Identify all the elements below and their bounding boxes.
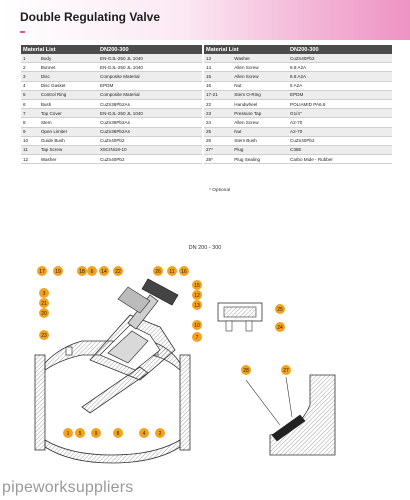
callout-label: 23 [41, 332, 47, 339]
callout-label: 20 [41, 310, 47, 317]
callout-label: 21 [41, 300, 47, 307]
part-name: Disc Gasket [39, 81, 98, 90]
part-material: C35E [288, 145, 392, 154]
part-material: Carbo Mide - Rubber [288, 155, 392, 164]
table-row [204, 90, 392, 99]
table-row [204, 145, 392, 154]
callout-marker [39, 288, 49, 298]
part-name: Nut [232, 127, 288, 136]
table-row [21, 118, 202, 127]
callout-label: 19 [55, 268, 61, 275]
part-material: EN-GJL-250 JL 1040 [98, 109, 202, 118]
table-header-size: DN200-300 [98, 45, 202, 54]
part-name: Handwheel [232, 99, 288, 108]
part-material: CuZn40Pb2 [98, 136, 202, 145]
callout-marker [167, 266, 177, 276]
part-name: Allen Screw [232, 72, 288, 81]
part-number: 8 [21, 118, 39, 127]
part-material: CuZn40Pb2 [288, 54, 392, 63]
optional-note: * Optional [209, 188, 231, 193]
table-row [21, 155, 202, 164]
callout-marker [192, 280, 202, 290]
callout-marker [192, 332, 202, 342]
part-material: EPDM [98, 81, 202, 90]
part-name: Control Ring [39, 90, 98, 99]
callout-label: 4 [142, 430, 146, 437]
table-row [21, 81, 202, 90]
part-material: G1/4" [288, 109, 392, 118]
part-number: 9 [21, 127, 39, 136]
part-name: Open Limiter [39, 127, 98, 136]
callout-label: 8 [116, 430, 120, 437]
page-title: Double Regulating Valve [20, 10, 161, 24]
callout-label: 13 [194, 302, 200, 309]
callout-label: 26 [155, 268, 161, 275]
callout-marker [139, 428, 149, 438]
table-row [21, 63, 202, 72]
part-name: Stem O-Ring [232, 90, 288, 99]
part-number: 15 [204, 72, 232, 81]
table-header-row [204, 45, 392, 54]
callout-label: 11 [169, 268, 175, 275]
part-material: POLIAMID PA6.6 [288, 99, 392, 108]
part-material: CuZn40Pb2 [288, 136, 392, 145]
part-name: Stem Bush [232, 136, 288, 145]
part-number: 14 [204, 63, 232, 72]
callout-label: 25 [277, 306, 283, 313]
part-number: 10 [21, 136, 39, 145]
callout-marker [99, 266, 109, 276]
part-number: 24 [204, 118, 232, 127]
part-name: Disc [39, 72, 98, 81]
table-header-size: DN200-300 [288, 45, 392, 54]
part-material: X5CrNi18-10 [98, 145, 202, 154]
part-number: 11 [21, 145, 39, 154]
part-number: 1 [21, 54, 39, 63]
callout-label: 14 [101, 268, 107, 275]
callout-marker [113, 428, 123, 438]
part-number: 26 [204, 136, 232, 145]
callout-marker [53, 266, 63, 276]
callout-label: 17 [39, 268, 45, 275]
part-name: Bonnet [39, 63, 98, 72]
callout-label: 28 [243, 367, 249, 374]
callout-marker [77, 266, 87, 276]
part-number: 5 [21, 90, 39, 99]
callout-marker [39, 308, 49, 318]
table-row [21, 72, 202, 81]
callout-label: 3 [42, 290, 46, 297]
part-material: A2-70 [288, 118, 392, 127]
part-name: Allen Screw [232, 118, 288, 127]
table-row [21, 99, 202, 108]
part-name: Washer [39, 155, 98, 164]
detail-view-nut [218, 303, 262, 331]
table-row [204, 63, 392, 72]
callout-label: 15 [194, 282, 200, 289]
callout-marker [281, 365, 291, 375]
table-row [204, 72, 392, 81]
part-number: 28* [204, 155, 232, 164]
callout-marker [75, 428, 85, 438]
part-material: CuZn36Pb2As [98, 118, 202, 127]
table-row [204, 99, 392, 108]
table-row [204, 109, 392, 118]
material-table-right [204, 45, 392, 164]
table-row [21, 54, 202, 63]
table-row [204, 54, 392, 63]
part-material: 8.8 A2A [288, 72, 392, 81]
title-accent-bar [20, 31, 25, 33]
part-name: Plug [232, 145, 288, 154]
callout-marker [39, 298, 49, 308]
part-name: Top Cover [39, 109, 98, 118]
callout-label: 12 [194, 292, 200, 299]
callout-marker [91, 428, 101, 438]
callout-marker [192, 290, 202, 300]
part-number: 27* [204, 145, 232, 154]
part-name: Bush [39, 99, 98, 108]
callout-label: 6 [90, 268, 94, 275]
part-material: Composite Material [98, 90, 202, 99]
part-number: 12 [21, 155, 39, 164]
callout-marker [39, 330, 49, 340]
callout-label: 27 [283, 367, 289, 374]
footer-brand-watermark: pipeworksuppliers [2, 479, 134, 496]
table-row [21, 127, 202, 136]
part-name: Washer [232, 54, 288, 63]
callout-label: 16 [181, 268, 187, 275]
part-number: 23 [204, 109, 232, 118]
part-number: 25 [204, 127, 232, 136]
part-number: 13 [204, 54, 232, 63]
part-name: Tap Screw [39, 145, 98, 154]
part-material: A2-70 [288, 127, 392, 136]
part-material: CuZn40Pb2 [98, 155, 202, 164]
part-material: CuZn36Pb2As [98, 99, 202, 108]
part-number: 6 [21, 99, 39, 108]
part-material: CuZn36Pb2As [98, 127, 202, 136]
callout-label: 24 [277, 324, 283, 331]
table-header-title: Material List [21, 45, 98, 54]
part-name: Pressure Tap [232, 109, 288, 118]
callout-label: 10 [194, 322, 200, 329]
table-row [204, 127, 392, 136]
callout-label: 5 [78, 430, 82, 437]
part-number: 17-21 [204, 90, 232, 99]
part-material: 5 A2A [288, 81, 392, 90]
part-material: Composite Material [98, 72, 202, 81]
callout-marker [192, 300, 202, 310]
part-number: 22 [204, 99, 232, 108]
table-row [204, 155, 392, 164]
callout-marker [87, 266, 97, 276]
material-table-left [21, 45, 202, 164]
table-header-row [21, 45, 202, 54]
drawing-title: DN 200 - 300 [188, 245, 222, 251]
part-name: Stem [39, 118, 98, 127]
part-name: Plug Sealing [232, 155, 288, 164]
callout-marker [113, 266, 123, 276]
part-material: EN-GJL-250 JL 1040 [98, 54, 202, 63]
part-number: 4 [21, 81, 39, 90]
callout-marker [241, 365, 251, 375]
callout-marker [275, 304, 285, 314]
callout-label: 22 [115, 268, 121, 275]
table-row [204, 118, 392, 127]
callout-marker [37, 266, 47, 276]
callout-marker [192, 320, 202, 330]
table-row [21, 145, 202, 154]
part-name: Nut [232, 81, 288, 90]
table-row [204, 136, 392, 145]
callout-marker [275, 322, 285, 332]
part-name: Body [39, 54, 98, 63]
part-name: Allen Screw [232, 63, 288, 72]
part-material: 8.8 A2A [288, 63, 392, 72]
table-row [21, 90, 202, 99]
table-header-title: Material List [204, 45, 288, 54]
callout-label: 2 [158, 430, 162, 437]
callout-marker [63, 428, 73, 438]
table-row [21, 109, 202, 118]
detail-view-plug [246, 375, 335, 455]
table-row [21, 136, 202, 145]
callout-label: 7 [195, 334, 199, 341]
callout-marker [179, 266, 189, 276]
callout-label: 18 [79, 268, 85, 275]
callout-marker [153, 266, 163, 276]
part-name: Guide Bush [39, 136, 98, 145]
part-material: EN-GJL-250 JL 1040 [98, 63, 202, 72]
valve-cross-section-drawing [0, 255, 410, 475]
table-row [204, 81, 392, 90]
callout-label: 1 [66, 430, 70, 437]
part-number: 2 [21, 63, 39, 72]
part-number: 16 [204, 81, 232, 90]
part-material: EPDM [288, 90, 392, 99]
part-number: 3 [21, 72, 39, 81]
callout-label: 9 [94, 430, 98, 437]
callout-marker [155, 428, 165, 438]
part-number: 7 [21, 109, 39, 118]
